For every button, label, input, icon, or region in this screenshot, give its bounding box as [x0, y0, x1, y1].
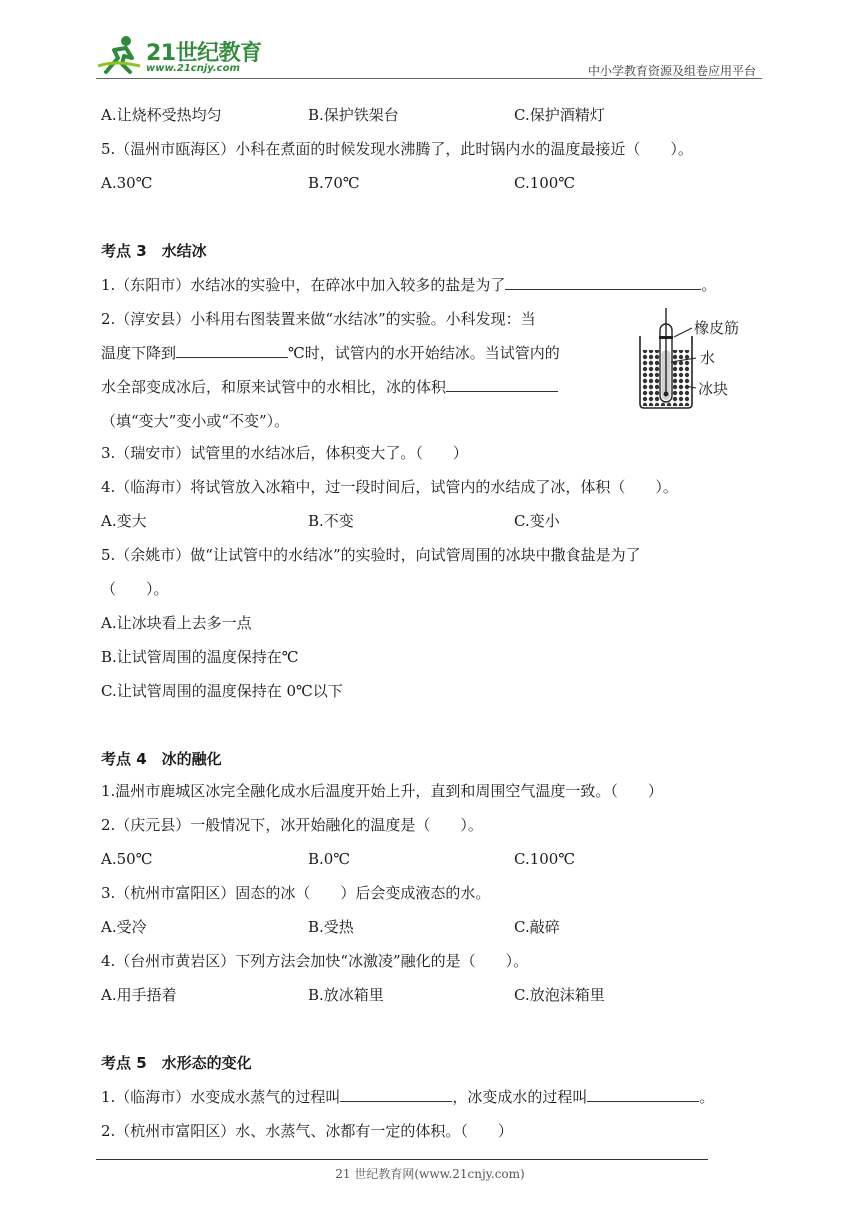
option-a: A.让烧杯受热均匀: [101, 106, 222, 124]
question-suffix: ℃时，试管内的水开始结冰。当试管内的: [288, 344, 560, 362]
option-c: C.让试管周围的温度保持在 0℃以下: [101, 682, 343, 700]
figure-label-band: 橡皮筋: [694, 320, 740, 337]
option-a: A.受冷: [101, 918, 147, 936]
answer-blank[interactable]: [587, 1087, 699, 1102]
option-c: C.100℃: [514, 850, 576, 868]
section-heading: 考点 3 水结冰: [101, 242, 207, 260]
option-c: C.变小: [514, 512, 560, 530]
page-footer: 21 世纪教育网(www.21cnjy.com): [335, 1167, 525, 1181]
question-text: 4.（临海市）将试管放入冰箱中，过一段时间后，试管内的水结成了冰，体积（ ）。: [101, 478, 678, 496]
option-a: A.让冰块看上去多一点: [101, 614, 252, 632]
figure-label-ice: 冰块: [698, 381, 729, 398]
page-header: [0, 0, 860, 84]
question-text: 2.（庆元县）一般情况下，冰开始融化的温度是（ ）。: [101, 816, 483, 834]
question-text: 4.（台州市黄岩区）下列方法会加快“冰激凌”融化的是（ ）。: [101, 952, 529, 970]
option-c: C.放泡沫箱里: [514, 986, 605, 1004]
logo-text: 21世纪教育: [146, 41, 262, 66]
option-b: B.0℃: [308, 850, 351, 868]
question-suffix: 。: [701, 276, 717, 294]
question-prefix: 1.（东阳市）水结冰的实验中，在碎冰中加入较多的盐是为了: [101, 276, 506, 294]
option-b: B.保护铁架台: [308, 106, 399, 124]
experiment-figure: [636, 306, 766, 410]
question-text: （ ）。: [101, 580, 169, 598]
option-a: A.用手捂着: [101, 986, 177, 1004]
option-c: C.100℃: [514, 174, 576, 192]
question-prefix: 水全部变成冰后，和原来试管中的水相比，冰的体积: [101, 378, 447, 396]
figure-label-water: 水: [700, 350, 716, 367]
question-text: 2.（杭州市富阳区）水、水蒸气、冰都有一定的体积。（ ）: [101, 1122, 513, 1140]
section-heading: 考点 5 水形态的变化: [101, 1054, 252, 1072]
answer-blank[interactable]: [505, 275, 701, 290]
question-text: [101, 275, 716, 295]
question-text: 1.温州市鹿城区冰完全融化成水后温度开始上升，直到和周围空气温度一致。（ ）: [101, 782, 663, 800]
option-a: A.50℃: [101, 850, 153, 868]
question-text: 5.（温州市瓯海区）小科在煮面的时候发现水沸腾了，此时锅内水的温度最接近（ ）。: [101, 140, 693, 158]
answer-blank[interactable]: [176, 343, 288, 358]
option-a: A.30℃: [101, 174, 153, 192]
beaker-diagram: [636, 306, 766, 410]
site-logo[interactable]: [96, 30, 276, 80]
question-text: [101, 343, 560, 363]
question-text: 2.（淳安县）小科用右图装置来做“水结冰”的实验。小科发现：当: [101, 310, 536, 328]
question-text: 5.（余姚市）做“让试管中的水结冰”的实验时，向试管周围的冰块中撒食盐是为了: [101, 546, 641, 564]
question-suffix: 。: [699, 1088, 715, 1106]
footer-divider: [96, 1159, 708, 1160]
question-prefix: 温度下降到: [101, 344, 177, 362]
logo-url: www.21cnjy.com: [146, 63, 240, 74]
section-heading: 考点 4 冰的融化: [101, 750, 222, 768]
option-b: B.受热: [308, 918, 354, 936]
answer-blank[interactable]: [446, 377, 558, 392]
question-text: [101, 1087, 714, 1107]
answer-blank[interactable]: [340, 1087, 452, 1102]
question-middle: ，冰变成水的过程叫: [452, 1088, 588, 1106]
question-text: （填“变大”变小或“不变”）。: [101, 412, 290, 430]
option-b: B.70℃: [308, 174, 360, 192]
option-a: A.变大: [101, 512, 147, 530]
question-text: 3.（瑞安市）试管里的水结冰后，体积变大了。（ ）: [101, 444, 468, 462]
option-b: B.让试管周围的温度保持在℃: [101, 648, 299, 666]
option-b: B.不变: [308, 512, 354, 530]
question-prefix: 1.（临海市）水变成水蒸气的过程叫: [101, 1088, 341, 1106]
platform-title: 中小学教育资源及组卷应用平台: [587, 64, 756, 78]
runner-logo-icon: [96, 32, 142, 78]
question-text: 3.（杭州市富阳区）固态的冰（ ）后会变成液态的水。: [101, 884, 491, 902]
header-divider: [96, 78, 762, 79]
option-b: B.放冰箱里: [308, 986, 384, 1004]
option-c: C.保护酒精灯: [514, 106, 605, 124]
option-c: C.敲碎: [514, 918, 560, 936]
question-text: [101, 377, 558, 397]
